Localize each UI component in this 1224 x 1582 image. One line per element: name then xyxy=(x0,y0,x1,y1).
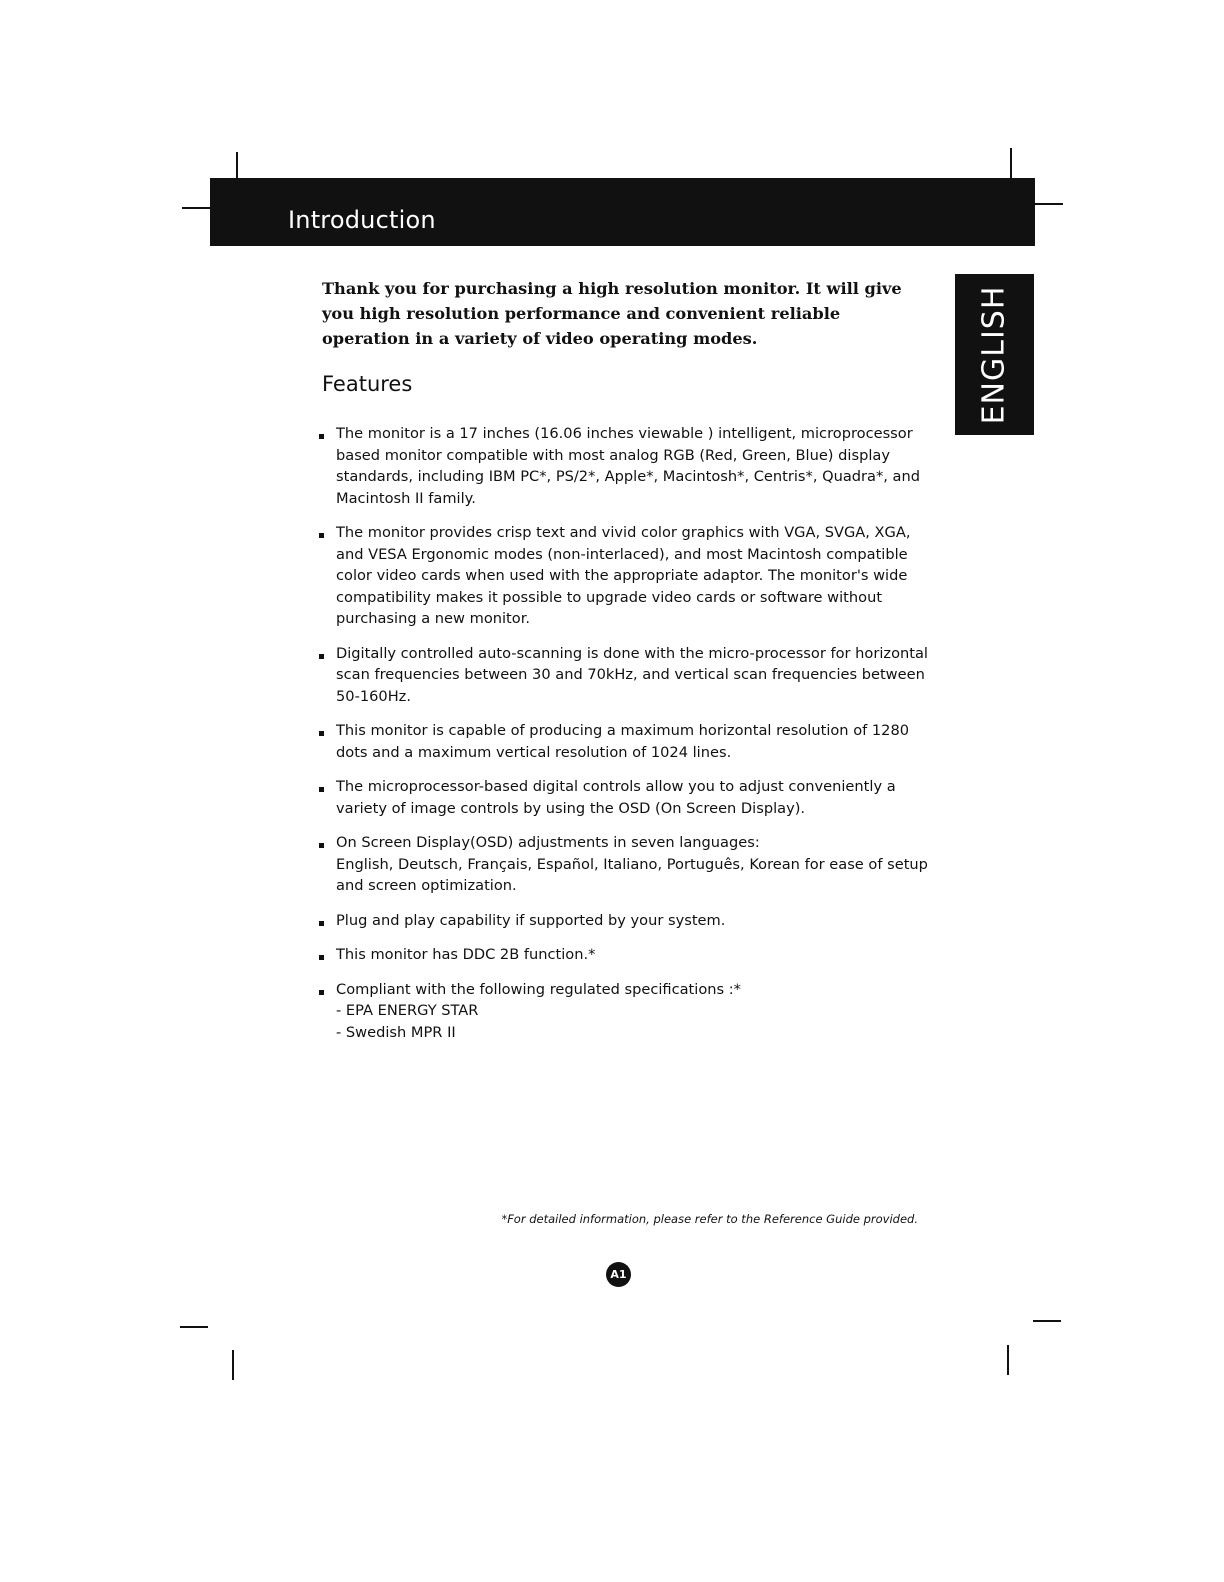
language-tab-label: ENGLISH xyxy=(976,285,1012,425)
spec-item: - Swedish MPR II xyxy=(336,1023,456,1041)
feature-item: The monitor is a 17 inches (16.06 inches viewable ) intelligent, microprocessor based monitor compatible with most analog RGB (Red, Green, Blue) display standards, including IBM PC*, PS/2*, Apple*, Macintosh*, Centris*, Quadra*, and Macintosh II family. xyxy=(318,423,938,509)
features-heading: Features xyxy=(322,372,413,396)
crop-mark xyxy=(182,207,210,209)
crop-mark xyxy=(232,1350,234,1380)
feature-item: Plug and play capability if supported by your system. xyxy=(318,910,938,932)
footnote: *For detailed information, please refer to the Reference Guide provided. xyxy=(501,1212,918,1226)
feature-item: This monitor has DDC 2B function.* xyxy=(318,944,938,966)
compliance-line: Compliant with the following regulated specifications :* xyxy=(336,980,741,998)
feature-item: This monitor is capable of producing a maximum horizontal resolution of 1280 dots and a maximum vertical resolution of 1024 lines. xyxy=(318,720,938,763)
crop-mark xyxy=(1010,148,1012,182)
feature-item: The monitor provides crisp text and vivid color graphics with VGA, SVGA, XGA, and VESA Ergonomic modes (non-interlaced), and most Macintosh compatible color video cards when used with the appropriate adaptor. The monitor's wide compatibility makes it possible to upgrade video cards or software without purchasing a new monitor. xyxy=(318,522,938,630)
crop-mark xyxy=(1033,1320,1061,1322)
spec-item: - EPA ENERGY STAR xyxy=(336,1002,479,1019)
crop-mark xyxy=(1007,1345,1009,1375)
crop-mark xyxy=(1035,203,1063,205)
page-title: Introduction xyxy=(288,206,436,234)
feature-item-osd xyxy=(318,832,938,897)
intro-paragraph: Thank you for purchasing a high resolution monitor. It will give you high resolution performance and convenient reliable operation in a variety of video operating modes. xyxy=(322,279,902,348)
page-number-badge: A1 xyxy=(606,1262,631,1287)
crop-mark xyxy=(180,1326,208,1328)
features-list xyxy=(318,423,938,1056)
osd-line: On Screen Display(OSD) adjustments in seven languages: xyxy=(336,834,760,851)
osd-languages: English, Deutsch, Français, Español, Italiano, Português, Korean for ease of setup and screen optimization. xyxy=(336,855,928,894)
feature-item: The microprocessor-based digital controls allow you to adjust conveniently a variety of image controls by using the OSD (On Screen Display). xyxy=(318,776,938,819)
feature-item: Digitally controlled auto-scanning is done with the micro-processor for horizontal scan frequencies between 30 and 70kHz, and vertical scan frequencies between 50-160Hz. xyxy=(318,643,938,708)
feature-item-compliance xyxy=(318,979,938,1044)
